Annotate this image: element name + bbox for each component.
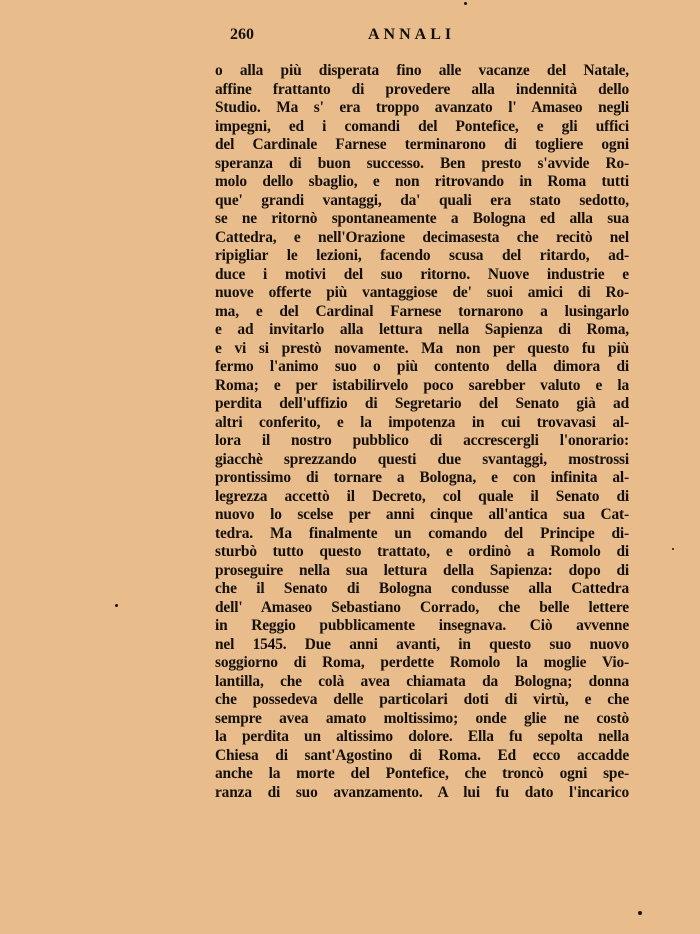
text-line: o alla più disperata fino alle vacanze del Natale, (215, 62, 629, 79)
text-line: impegni, ed i comandi del Pontefice, e gli uffici (215, 117, 629, 135)
text-line: ripigliar le lezioni, facendo scusa del ritardo, ad- (215, 247, 629, 264)
text-line: lantilla, che colà avea chiamata da Bologna; donna (215, 672, 629, 690)
text-line: legrezza accettò il Decreto, col quale il Senato di (215, 487, 629, 505)
text-line: soggiorno di Roma, perdette Romolo la moglie Vio- (215, 654, 629, 671)
text-line: che possedeva delle particolari doti di virtù, e che (215, 691, 629, 708)
text-line: speranza di buon successo. Ben presto s'avvide Ro- (215, 154, 629, 172)
text-line: sturbò tutto questo trattato, e ordinò a Romolo di (215, 543, 629, 560)
text-line: ma, e del Cardinal Farnese tornarono a lusingarlo (215, 302, 629, 320)
running-title: ANNALI (368, 26, 456, 43)
text-line: prontissimo di tornare a Bologna, e con infinita al- (215, 469, 629, 486)
text-line: altri conferito, e la impotenza in cui trovavasi al- (215, 413, 629, 431)
text-line: anche la morte del Pontefice, che troncò ogni spe- (215, 765, 629, 782)
body-text (215, 62, 629, 802)
page-header (226, 26, 486, 50)
print-speck (672, 548, 674, 550)
print-speck (115, 604, 118, 607)
text-line: proseguire nella sua lettura della Sapienza: dopo di (215, 561, 629, 579)
text-line: dell' Amaseo Sebastiano Corrado, che belle lettere (215, 598, 629, 616)
text-line: del Cardinale Farnese terminarono di togliere ogni (215, 136, 629, 153)
text-line: nuove offerte più vantaggiose de' suoi amici di Ro- (215, 284, 629, 301)
text-line: perdita dell'uffizio di Segretario del Senato già ad (215, 395, 629, 412)
text-line: Studio. Ma s' era troppo avanzato l' Amaseo negli (215, 99, 629, 116)
text-line: molo dello sbaglio, e non ritrovando in Roma tutti (215, 173, 629, 190)
text-line: affine frattanto di provedere alla indennità dello (215, 80, 629, 98)
text-line: la perdita un altissimo dolore. Ella fu sepolta nella (215, 728, 629, 745)
text-line: e ad invitarlo alla lettura nella Sapienza di Roma, (215, 321, 629, 338)
text-line: che il Senato di Bologna condusse alla Cattedra (215, 580, 629, 597)
text-line: e vi si prestò novamente. Ma non per questo fu più (215, 339, 629, 357)
text-line: sempre avea amato moltissimo; onde glie ne costò (215, 709, 629, 727)
page-number: 260 (230, 26, 254, 43)
text-line: in Reggio pubblicamente insegnava. Ciò avvenne (215, 617, 629, 634)
text-line: Chiesa di sant'Agostino di Roma. Ed ecco accadde (215, 746, 629, 764)
print-speck (638, 911, 642, 915)
text-line: nuovo lo scelse per anni cinque all'antica sua Cat- (215, 506, 629, 523)
text-line: Roma; e per istabilirvelo poco sarebber valuto e la (215, 376, 629, 394)
text-line: nel 1545. Due anni avanti, in questo suo nuovo (215, 635, 629, 653)
text-line: que' grandi vantaggi, da' quali era stato sedotto, (215, 191, 629, 209)
text-line: lora il nostro pubblico di accrescergli l'onorario: (215, 432, 629, 449)
text-line: se ne ritornò spontaneamente a Bologna ed alla sua (215, 210, 629, 227)
text-line: ranza di suo avanzamento. A lui fu dato l'incarico (215, 783, 629, 801)
text-line: duce i motivi del suo ritorno. Nuove industrie e (215, 265, 629, 283)
text-line: fermo l'animo suo o più contento della dimora di (215, 358, 629, 375)
text-line: tedra. Ma finalmente un comando del Principe di- (215, 524, 629, 542)
text-line: giacchè sprezzando questi due svantaggi, mostrossi (215, 450, 629, 468)
print-speck (464, 2, 467, 5)
text-line: Cattedra, e nell'Orazione decimasesta che recitò nel (215, 228, 629, 246)
